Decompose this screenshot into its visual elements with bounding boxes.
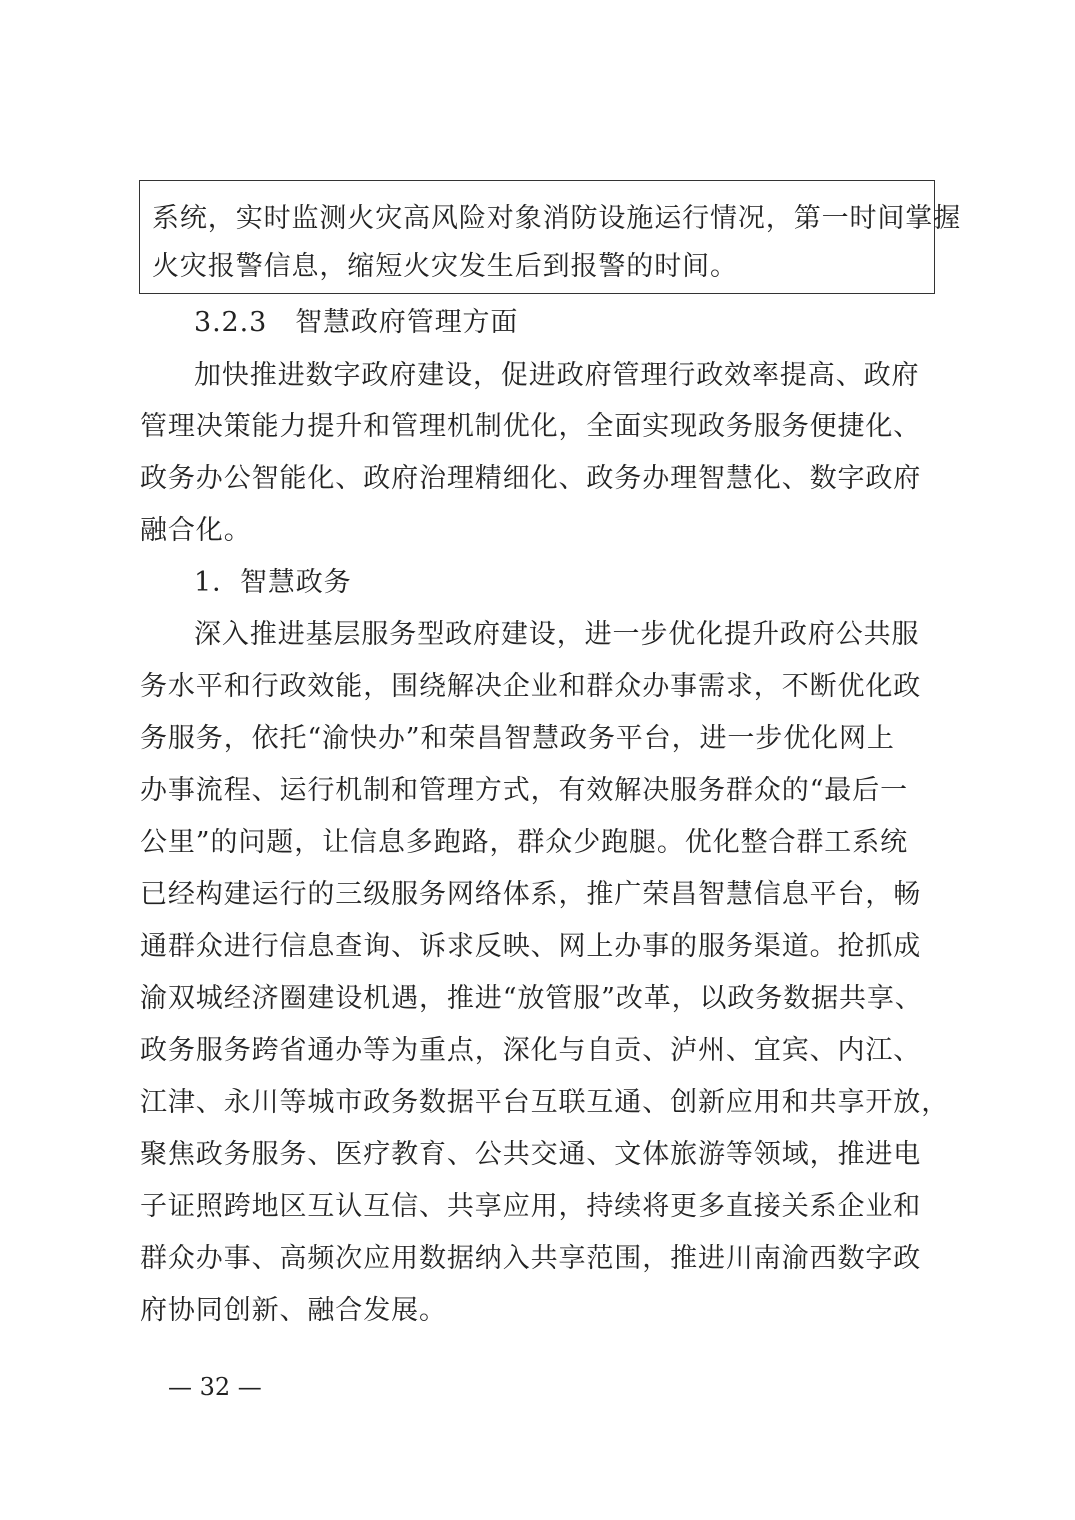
para2-line: 聚焦政务服务、医疗教育、公共交通、文体旅游等领域，推进电 <box>140 1139 922 1170</box>
sub-heading: 1．智慧政务 <box>194 567 352 598</box>
para2-line: 府协同创新、融合发展。 <box>140 1295 447 1326</box>
para2-line: 江津、永川等城市政务数据平台互联互通、创新应用和共享开放， <box>140 1087 950 1118</box>
para2-line: 群众办事、高频次应用数据纳入共享范围，推进川南渝西数字政 <box>140 1243 922 1274</box>
page-number: — 32 — <box>168 1373 262 1401</box>
para1-line: 政务办公智能化、政府治理精细化、政务办理智慧化、数字政府 <box>140 463 922 494</box>
para2-line: 深入推进基层服务型政府建设，进一步优化提升政府公共服 <box>194 619 920 650</box>
para2-line: 办事流程、运行机制和管理方式，有效解决服务群众的“最后一 <box>140 775 909 806</box>
para1-line: 管理决策能力提升和管理机制优化，全面实现政务服务便捷化、 <box>140 411 922 442</box>
para1-line: 加快推进数字政府建设，促进政府管理行政效率提高、政府 <box>194 360 920 391</box>
para2-line: 渝双城经济圈建设机遇，推进“放管服”改革，以政务数据共享、 <box>140 983 923 1014</box>
para2-line: 公里”的问题，让信息多跑路，群众少跑腿。优化整合群工系统 <box>140 827 909 858</box>
box-line: 火灾报警信息，缩短火灾发生后到报警的时间。 <box>152 251 738 282</box>
section-heading: 3.2.3 智慧政府管理方面 <box>194 307 519 338</box>
boxed-text <box>139 180 962 294</box>
para2-line: 子证照跨地区互认互信、共享应用，持续将更多直接关系企业和 <box>140 1191 922 1222</box>
para2-line: 务服务，依托“渝快办”和荣昌智慧政务平台，进一步优化网上 <box>140 723 895 754</box>
box-line: 系统，实时监测火灾高风险对象消防设施运行情况，第一时间掌握 <box>152 203 962 234</box>
para2-line: 通群众进行信息查询、诉求反映、网上办事的服务渠道。抢抓成 <box>140 931 922 962</box>
para2-line: 政务服务跨省通办等为重点，深化与自贡、泸州、宜宾、内江、 <box>140 1035 922 1066</box>
para2-line: 务水平和行政效能，围绕解决企业和群众办事需求，不断优化政 <box>140 671 922 702</box>
para2-line: 已经构建运行的三级服务网络体系，推广荣昌智慧信息平台，畅 <box>140 879 922 910</box>
para1-line: 融合化。 <box>140 515 252 546</box>
